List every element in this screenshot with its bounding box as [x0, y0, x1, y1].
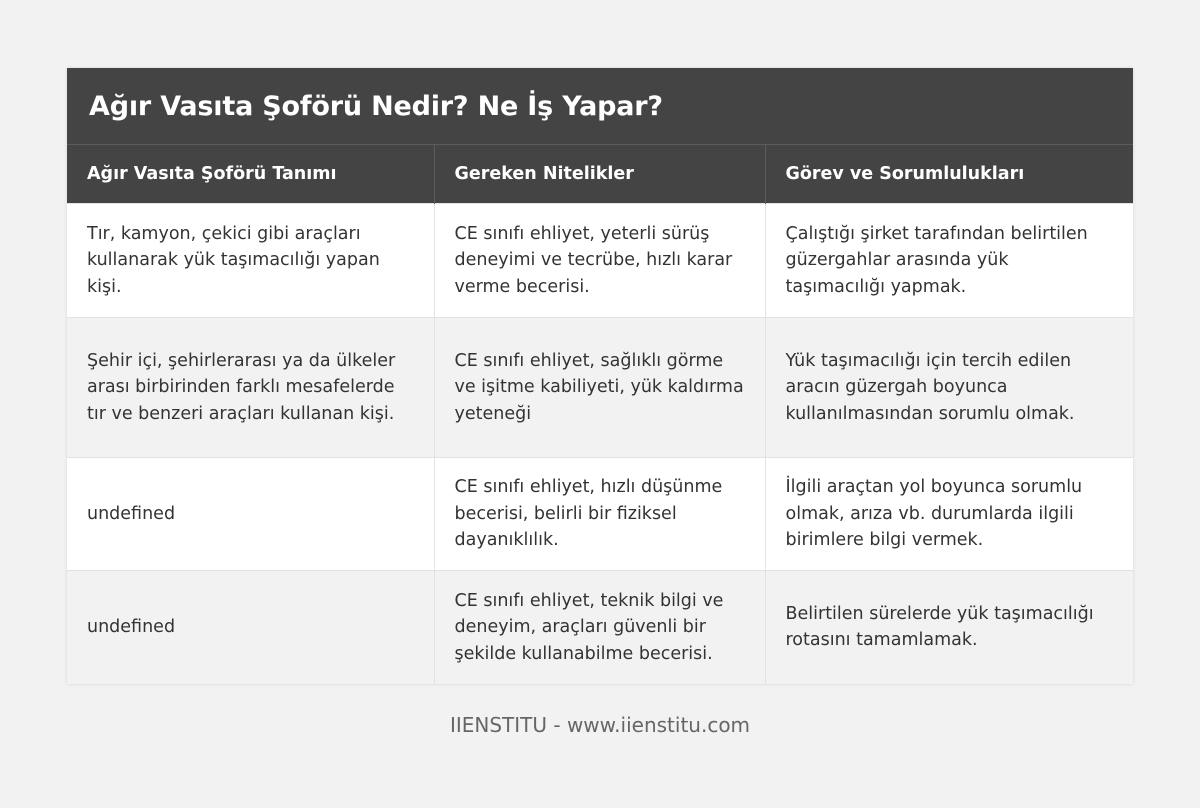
table-row — [67, 204, 1133, 318]
table-cell-definition: undefined — [67, 458, 434, 571]
table-card — [67, 68, 1133, 684]
table-cell-qualifications: CE sınıfı ehliyet, teknik bilgi ve deneyim, araçları güvenli bir şekilde kullanabilme becerisi. — [434, 571, 765, 684]
table-row — [67, 571, 1133, 684]
table-cell-responsibilities: İlgili araçtan yol boyunca sorumlu olmak, arıza vb. durumlarda ilgili birimlere bilgi vermek. — [765, 458, 1133, 571]
table-cell-responsibilities: Yük taşımacılığı için tercih edilen aracın güzergah boyunca kullanılmasından sorumlu olmak. — [765, 318, 1133, 458]
column-header-definition: Ağır Vasıta Şoförü Tanımı — [67, 145, 434, 204]
table-row — [67, 458, 1133, 571]
table-cell-qualifications: CE sınıfı ehliyet, sağlıklı görme ve işitme kabiliyeti, yük kaldırma yeteneği — [434, 318, 765, 458]
table-cell-definition: Tır, kamyon, çekici gibi araçları kullanarak yük taşımacılığı yapan kişi. — [67, 204, 434, 318]
table-header — [67, 145, 1133, 204]
header-row — [67, 145, 1133, 204]
table-cell-qualifications: CE sınıfı ehliyet, yeterli sürüş deneyimi ve tecrübe, hızlı karar verme becerisi. — [434, 204, 765, 318]
table-cell-responsibilities: Çalıştığı şirket tarafından belirtilen güzergahlar arasında yük taşımacılığı yapmak. — [765, 204, 1133, 318]
table-cell-definition: undefined — [67, 571, 434, 684]
table-cell-definition: Şehir içi, şehirlerarası ya da ülkeler arası birbirinden farklı mesafelerde tır ve benzeri araçları kullanan kişi. — [67, 318, 434, 458]
table-cell-qualifications: CE sınıfı ehliyet, hızlı düşünme becerisi, belirli bir fiziksel dayanıklılık. — [434, 458, 765, 571]
table-cell-responsibilities: Belirtilen sürelerde yük taşımacılığı rotasını tamamlamak. — [765, 571, 1133, 684]
footer-credit: IIENSTITU - www.iienstitu.com — [449, 713, 751, 737]
table-body — [67, 204, 1133, 684]
column-header-responsibilities: Görev ve Sorumlulukları — [765, 145, 1133, 204]
column-header-qualifications: Gereken Nitelikler — [434, 145, 765, 204]
info-table — [67, 144, 1133, 684]
table-row — [67, 318, 1133, 458]
page-title: Ağır Vasıta Şoförü Nedir? Ne İş Yapar? — [67, 68, 1133, 144]
